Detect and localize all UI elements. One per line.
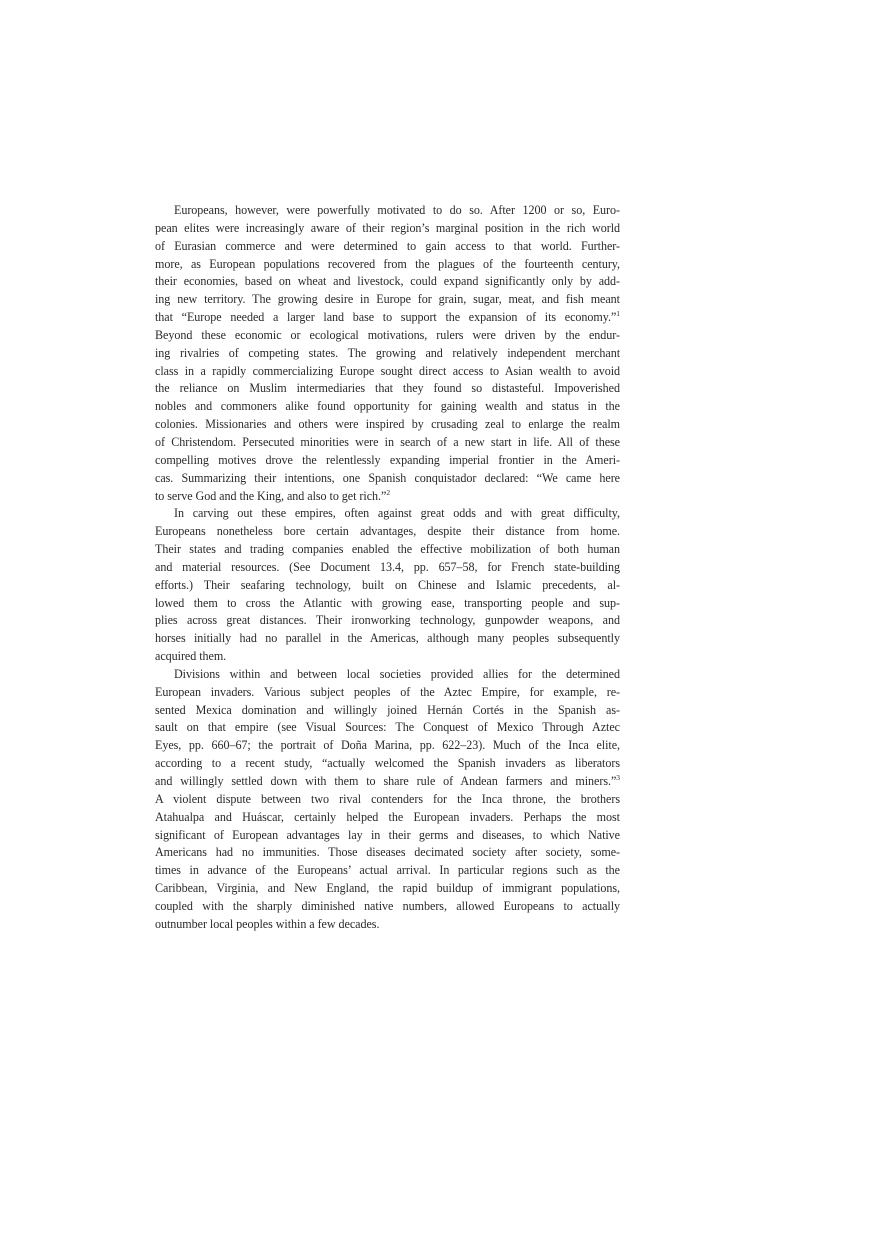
text-line-content: and material resources. (See Document 13.4, pp. 657–58, for French state-building bbox=[155, 559, 620, 574]
text-line-content: to serve God and the King, and also to get rich.” bbox=[155, 488, 387, 503]
text-line bbox=[155, 363, 620, 381]
text-line bbox=[155, 452, 620, 470]
text-line bbox=[155, 630, 620, 648]
text-line-content: that “Europe needed a larger land base to support the expansion of its economy.” bbox=[155, 310, 617, 325]
text-line-content: sault on that empire (see Visual Sources: The Conquest of Mexico Through Aztec bbox=[155, 720, 620, 735]
text-line bbox=[155, 595, 620, 613]
text-line-content: nobles and commoners alike found opportunity for gaining wealth and status in the bbox=[155, 399, 620, 414]
text-line-content: Caribbean, Virginia, and New England, the rapid buildup of immigrant populations, bbox=[155, 881, 620, 896]
text-line bbox=[155, 702, 620, 720]
text-line-content: In carving out these empires, often against great odds and with great difficulty, bbox=[174, 506, 620, 521]
text-line-content: of Christendom. Persecuted minorities were in search of a new start in life. All of these bbox=[155, 434, 620, 449]
text-line bbox=[155, 809, 620, 827]
text-line-content: colonies. Missionaries and others were inspired by crusading zeal to enlarge the realm bbox=[155, 417, 620, 432]
text-line bbox=[155, 719, 620, 737]
text-line-content: according to a recent study, “actually welcomed the Spanish invaders as liberators bbox=[155, 756, 620, 771]
text-line-content: Beyond these economic or ecological motivations, rulers were driven by the endur- bbox=[155, 327, 620, 342]
text-line bbox=[155, 398, 620, 416]
text-line-content: efforts.) Their seafaring technology, built on Chinese and Islamic precedents, al- bbox=[155, 577, 620, 592]
text-line bbox=[155, 345, 620, 363]
text-line bbox=[155, 434, 620, 452]
text-line bbox=[155, 666, 620, 684]
text-line-content: sented Mexica domination and willingly joined Hernán Cortés in the Spanish as- bbox=[155, 702, 620, 717]
text-line bbox=[155, 488, 620, 506]
text-line bbox=[155, 898, 620, 916]
text-line-content: class in a rapidly commercializing Europe sought direct access to Asian wealth to avoid bbox=[155, 363, 620, 378]
text-line bbox=[155, 541, 620, 559]
text-line bbox=[155, 577, 620, 595]
paragraph bbox=[155, 505, 620, 666]
footnote-marker: 2 bbox=[386, 487, 391, 497]
text-line bbox=[155, 612, 620, 630]
text-line-content: ing new territory. The growing desire in Europe for grain, sugar, meat, and fish meant bbox=[155, 292, 620, 307]
text-line-content: Eyes, pp. 660–67; the portrait of Doña Marina, pp. 622–23). Much of the Inca elite, bbox=[155, 738, 620, 753]
text-line bbox=[155, 220, 620, 238]
text-line bbox=[155, 648, 620, 666]
text-line-content: pean elites were increasingly aware of their region’s marginal position in the rich world bbox=[155, 220, 620, 235]
text-line bbox=[155, 523, 620, 541]
text-line-content: the reliance on Muslim intermediaries that they found so distasteful. Impoverished bbox=[155, 381, 620, 396]
text-line-content: cas. Summarizing their intentions, one Spanish conquistador declared: “We came here bbox=[155, 470, 620, 485]
text-line bbox=[155, 916, 620, 934]
text-line-content: plies across great distances. Their ironworking technology, gunpowder weapons, and bbox=[155, 613, 620, 628]
paragraph bbox=[155, 666, 620, 934]
text-line-content: their economies, based on wheat and livestock, could expand significantly only by add- bbox=[155, 274, 620, 289]
text-line-content: European invaders. Various subject peoples of the Aztec Empire, for example, re- bbox=[155, 684, 620, 699]
text-line bbox=[155, 470, 620, 488]
text-line bbox=[155, 309, 620, 327]
text-line bbox=[155, 238, 620, 256]
text-line-content: horses initially had no parallel in the Americas, although many peoples subsequently bbox=[155, 631, 620, 646]
text-line bbox=[155, 291, 620, 309]
text-line-content: more, as European populations recovered from the plagues of the fourteenth century, bbox=[155, 256, 620, 271]
text-line bbox=[155, 862, 620, 880]
text-line-content: significant of European advantages lay in their germs and diseases, to which Native bbox=[155, 827, 620, 842]
text-line-content: of Eurasian commerce and were determined to gain access to that world. Further- bbox=[155, 238, 620, 253]
text-line-content: coupled with the sharply diminished native numbers, allowed Europeans to actually bbox=[155, 898, 620, 913]
text-line bbox=[155, 505, 620, 523]
text-line-content: ing rivalries of competing states. The growing and relatively independent merchant bbox=[155, 345, 620, 360]
body-text bbox=[155, 202, 620, 934]
text-line bbox=[155, 559, 620, 577]
text-line bbox=[155, 684, 620, 702]
text-line bbox=[155, 827, 620, 845]
text-line bbox=[155, 844, 620, 862]
text-line-content: and willingly settled down with them to share rule of Andean farmers and miners.” bbox=[155, 774, 617, 788]
text-line-content: outnumber local peoples within a few decades. bbox=[155, 916, 380, 931]
paragraph bbox=[155, 202, 620, 505]
text-line bbox=[155, 256, 620, 274]
text-line-content: Europeans, however, were powerfully motivated to do so. After 1200 or so, Euro- bbox=[174, 203, 620, 217]
text-line-content: Divisions within and between local societies provided allies for the determined bbox=[174, 666, 620, 681]
text-line bbox=[155, 791, 620, 809]
text-line-content: Atahualpa and Huáscar, certainly helped the European invaders. Perhaps the most bbox=[155, 809, 620, 824]
text-line-content: A violent dispute between two rival contenders for the Inca throne, the brothers bbox=[155, 791, 620, 806]
text-line bbox=[155, 380, 620, 398]
text-line bbox=[155, 202, 620, 220]
text-line bbox=[155, 880, 620, 898]
text-line bbox=[155, 273, 620, 291]
text-line bbox=[155, 327, 620, 345]
text-line-content: lowed them to cross the Atlantic with growing ease, transporting people and sup- bbox=[155, 595, 620, 610]
text-line bbox=[155, 416, 620, 434]
text-line bbox=[155, 755, 620, 773]
footnote-marker: 3 bbox=[616, 773, 620, 782]
text-line-content: compelling motives drove the relentlessly expanding imperial frontier in the Ameri- bbox=[155, 452, 620, 467]
text-line-content: Americans had no immunities. Those diseases decimated society after society, some- bbox=[155, 845, 620, 860]
text-line-content: times in advance of the Europeans’ actual arrival. In particular regions such as the bbox=[155, 863, 620, 878]
text-line-content: Their states and trading companies enabled the effective mobilization of both human bbox=[155, 542, 620, 557]
text-line bbox=[155, 737, 620, 755]
text-line-content: Europeans nonetheless bore certain advantages, despite their distance from home. bbox=[155, 524, 620, 539]
text-line bbox=[155, 773, 620, 791]
footnote-marker: 1 bbox=[616, 309, 620, 319]
text-line-content: acquired them. bbox=[155, 649, 227, 664]
